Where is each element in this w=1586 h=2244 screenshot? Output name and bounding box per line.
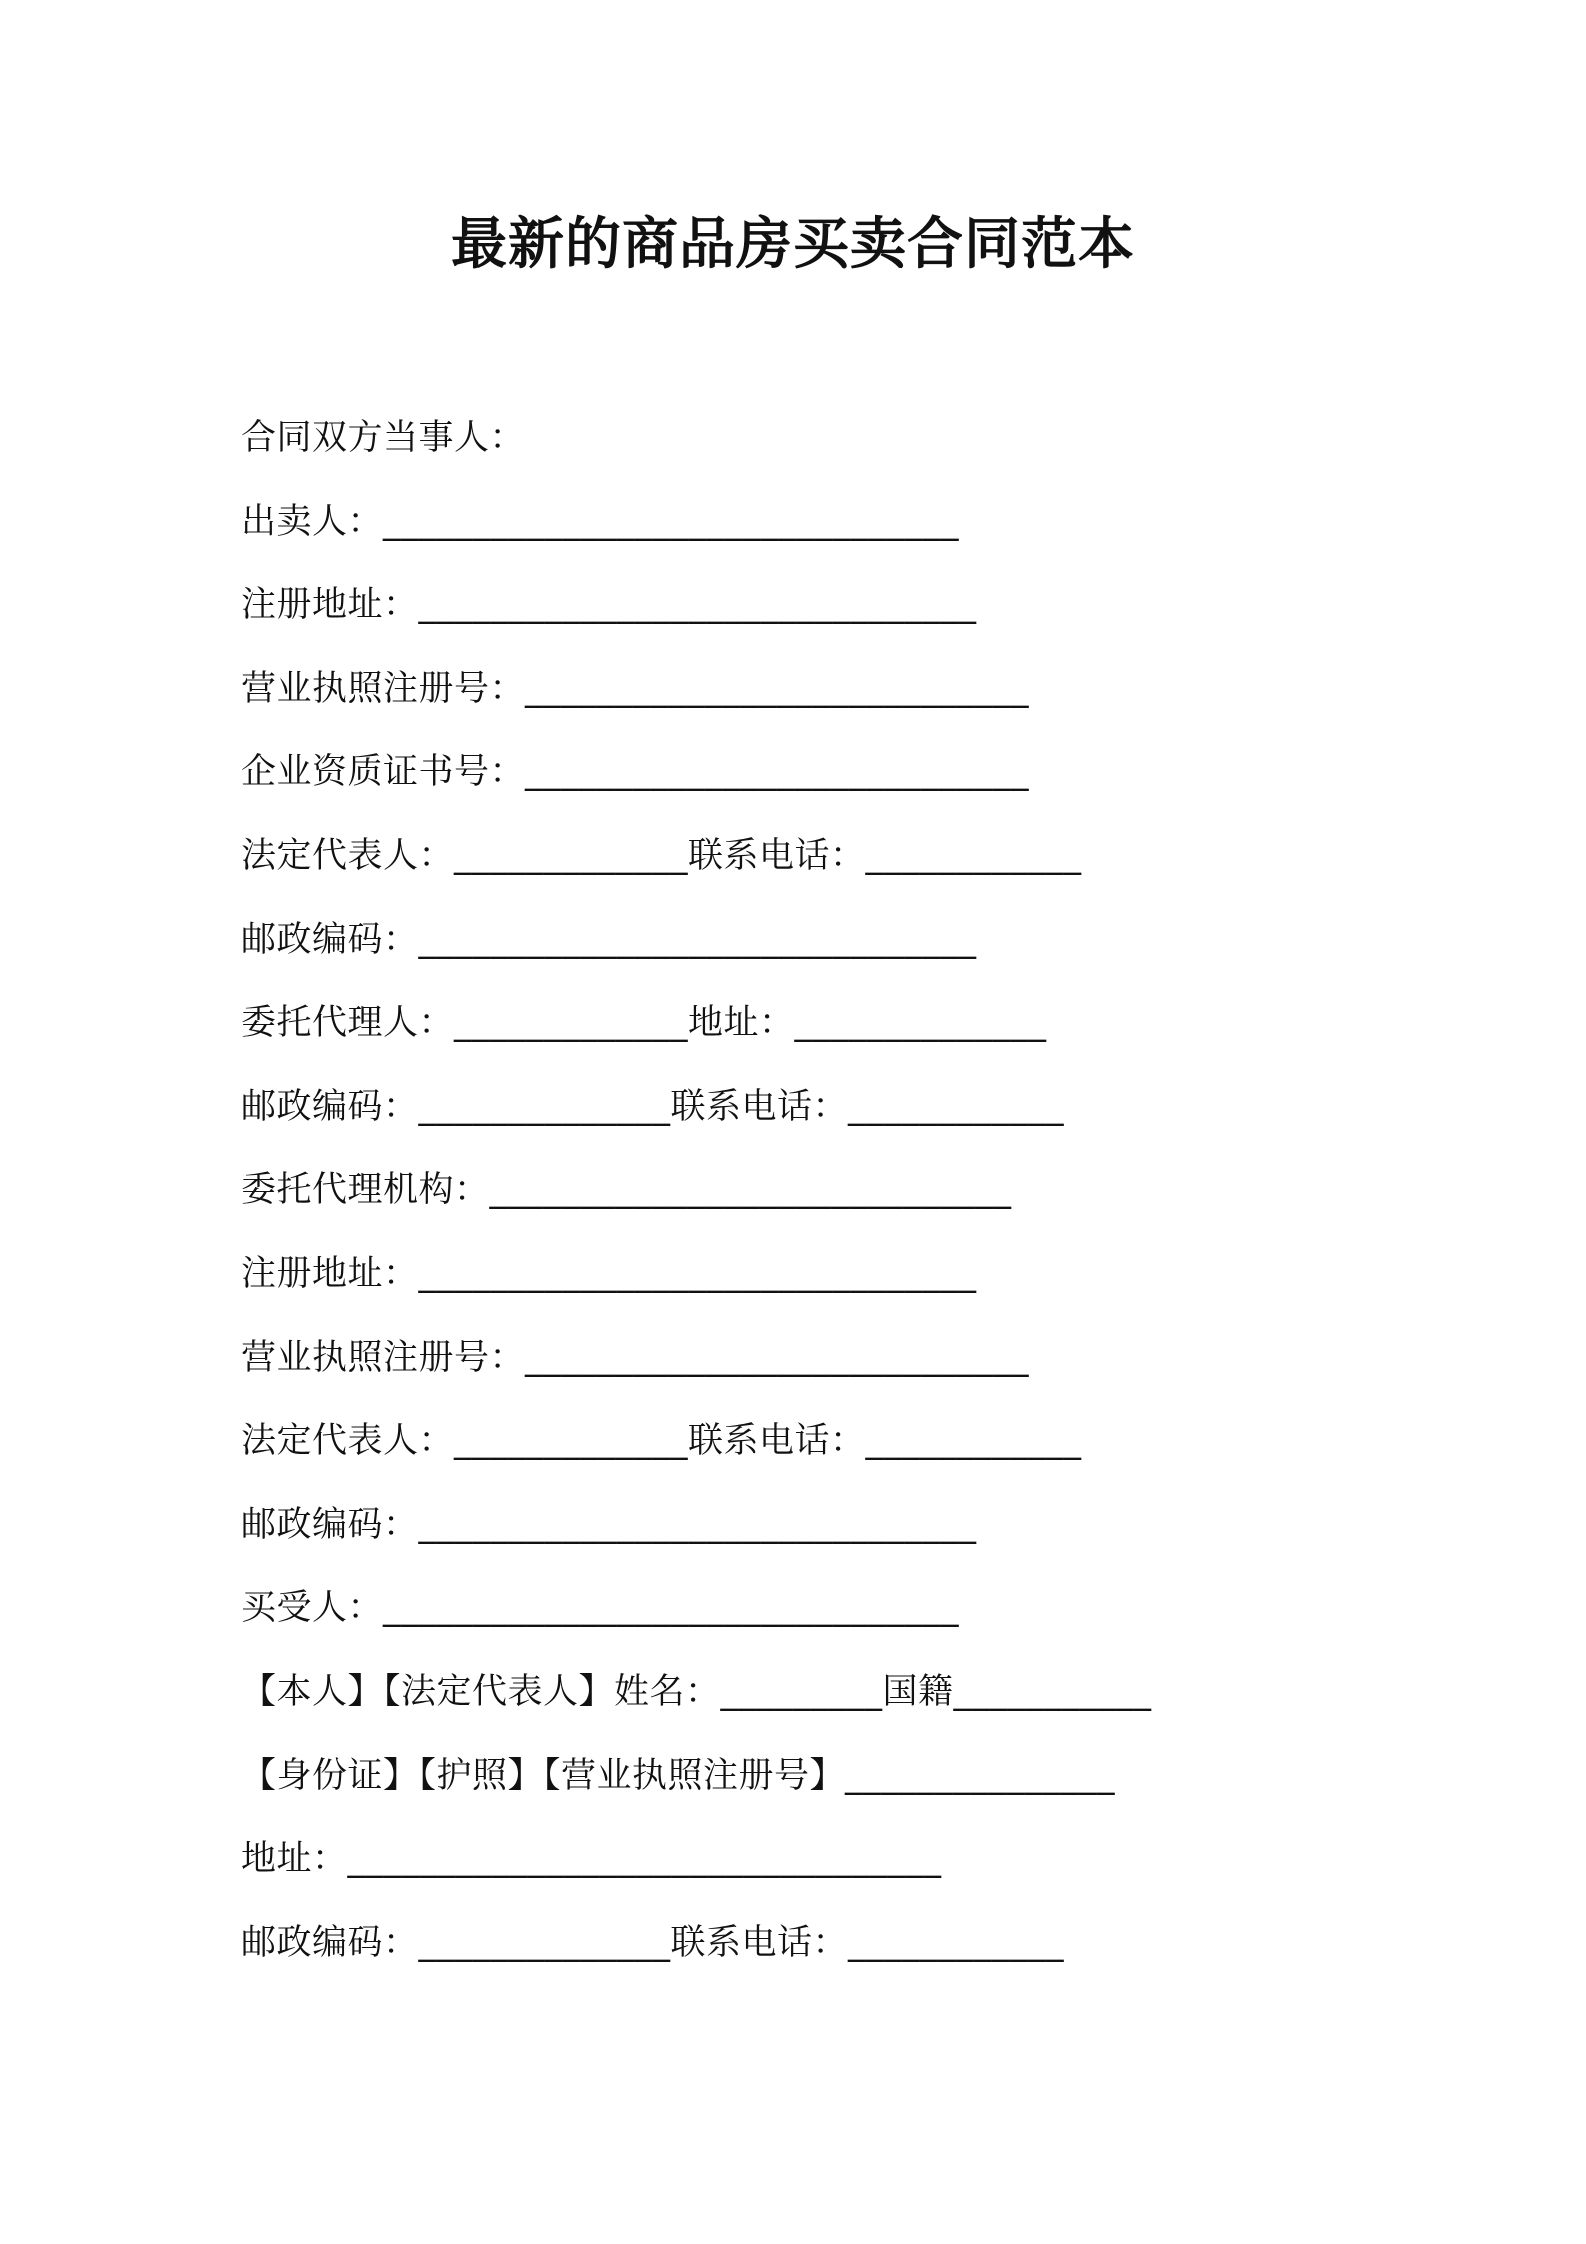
seller-agent-address-field: 委托代理人：_____________地址：______________ (241, 1003, 1047, 1044)
contract-parties-section (241, 408, 1421, 1996)
seller-registered-address-field: 注册地址：_______________________________ (241, 585, 977, 626)
buyer-id-document-field: 【身份证】【护照】【营业执照注册号】_______________ (241, 1755, 1116, 1796)
buyer-name-nationality-field: 【本人】【法定代表人】姓名：_________国籍___________ (241, 1671, 1152, 1712)
seller-agent-postal-phone-field: 邮政编码：______________联系电话：____________ (241, 1086, 1065, 1127)
agency-business-license-field: 营业执照注册号：____________________________ (241, 1337, 1030, 1378)
seller-qualification-certificate-field: 企业资质证书号：____________________________ (241, 752, 1030, 793)
agency-field: 委托代理机构：_____________________________ (241, 1170, 1012, 1211)
buyer-address-field: 地址：_________________________________ (241, 1839, 942, 1880)
buyer-postal-phone-field: 邮政编码：______________联系电话：____________ (241, 1922, 1065, 1963)
agency-registered-address-field: 注册地址：_______________________________ (241, 1253, 977, 1294)
seller-field: 出卖人：________________________________ (241, 501, 960, 542)
seller-legal-rep-phone-field: 法定代表人：_____________联系电话：____________ (241, 835, 1082, 876)
agency-postal-code-field: 邮政编码：_______________________________ (241, 1504, 977, 1545)
seller-postal-code-field: 邮政编码：_______________________________ (241, 919, 977, 960)
seller-business-license-field: 营业执照注册号：____________________________ (241, 668, 1030, 709)
buyer-field: 买受人：________________________________ (241, 1588, 960, 1629)
section-heading-parties: 合同双方当事人： (241, 418, 526, 458)
agency-legal-rep-phone-field: 法定代表人：_____________联系电话：____________ (241, 1421, 1082, 1462)
document-title: 最新的商品房买卖合同范本 (451, 212, 1135, 277)
